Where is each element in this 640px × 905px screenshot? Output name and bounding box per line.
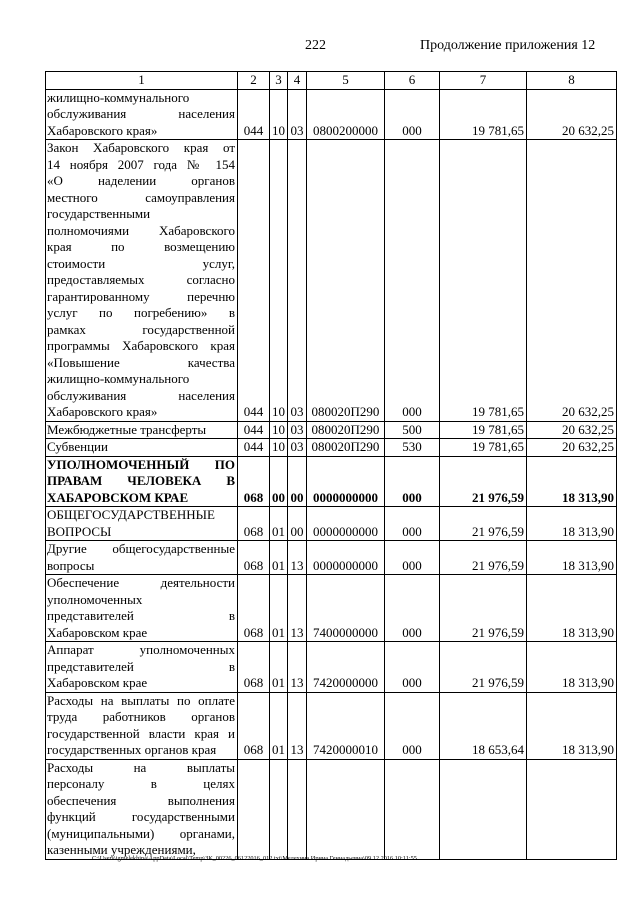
row-name-line: государственными: [47, 206, 151, 221]
amount-cell: 18 313,90: [527, 507, 617, 541]
expense-type-cell: 000: [385, 89, 440, 140]
amount-cell: [527, 759, 617, 859]
amount-cell: 19 781,65: [440, 89, 527, 140]
row-name-line: Хабаровского края»: [47, 404, 158, 419]
row-name-line: государственных органов края: [47, 742, 217, 757]
row-name-line: Хабаровского края»: [47, 122, 158, 138]
file-path-footer: C:\Users\igmelekhina\AppData\Local\Temp\ЗК_00226_06122016_012.txt\Мелехина Ирина Геннадьевна\09.12.2016 10:11:55: [92, 855, 417, 862]
code-cell: 068: [238, 642, 270, 693]
amount-cell: 18 653,64: [440, 692, 527, 759]
row-name-line: представителей в: [47, 608, 235, 623]
row-name-cell: [46, 89, 238, 140]
subsection-cell: 13: [288, 642, 307, 693]
row-name-cell: [46, 456, 238, 507]
row-name-line: Межбюджетные трансферты: [47, 421, 207, 437]
row-name-line: услуг по погребению» в: [47, 305, 235, 320]
target-article-cell: 080020П290: [307, 140, 385, 422]
section-cell: 01: [270, 575, 288, 642]
table-row: [46, 575, 617, 642]
section-cell: [270, 759, 288, 859]
subsection-cell: 03: [288, 89, 307, 140]
expense-type-cell: 000: [385, 575, 440, 642]
section-cell: 10: [270, 439, 288, 457]
row-name-cell: [46, 642, 238, 693]
header-cell: 3: [270, 72, 288, 90]
header-cell: 4: [288, 72, 307, 90]
section-cell: 10: [270, 89, 288, 140]
amount-cell: 18 313,90: [527, 692, 617, 759]
row-name-line: персоналу в целях: [47, 776, 235, 791]
section-cell: 01: [270, 642, 288, 693]
expense-type-cell: 000: [385, 507, 440, 541]
code-cell: 044: [238, 140, 270, 422]
amount-cell: 19 781,65: [440, 140, 527, 422]
row-name-cell: [46, 140, 238, 422]
amount-cell: 18 313,90: [527, 541, 617, 575]
amount-cell: 21 976,59: [440, 642, 527, 693]
row-name-line: края по возмещению: [47, 239, 235, 254]
code-cell: 044: [238, 439, 270, 457]
target-article-cell: 080020П290: [307, 421, 385, 439]
header-cell: 2: [238, 72, 270, 90]
header-row: [46, 72, 617, 90]
budget-table: [45, 71, 617, 860]
amount-cell: 20 632,25: [527, 140, 617, 422]
target-article-cell: 080020П290: [307, 439, 385, 457]
row-name-line: рамках государственной: [47, 321, 235, 337]
section-cell: 00: [270, 456, 288, 507]
row-name-line: (муниципальными) органами,: [47, 825, 235, 841]
row-name-cell: [46, 439, 238, 457]
row-name-line: ВОПРОСЫ: [47, 523, 112, 539]
header-cell: 6: [385, 72, 440, 90]
amount-cell: 18 313,90: [527, 642, 617, 693]
amount-cell: 20 632,25: [527, 421, 617, 439]
row-name-line: Хабаровском крае: [47, 675, 148, 690]
row-name-line: ОБЩЕГОСУДАРСТВЕННЫЕ: [47, 507, 215, 522]
row-name-line: жилищно-коммунального: [47, 89, 190, 105]
table-row: [46, 421, 617, 439]
subsection-cell: 13: [288, 692, 307, 759]
row-name-line: программы Хабаровского края: [47, 338, 235, 353]
row-name-line: обслуживания населения: [47, 106, 235, 121]
target-article-cell: 0800200000: [307, 89, 385, 140]
row-name-line: труда работников органов: [47, 709, 235, 724]
row-name-line: Другие общегосударственные: [47, 541, 235, 556]
row-name-cell: [46, 541, 238, 575]
table-row: [46, 89, 617, 140]
row-name-line: УПОЛНОМОЧЕННЫЙ ПО: [47, 456, 235, 472]
target-article-cell: 0000000000: [307, 456, 385, 507]
row-name-line: предоставляемых согласно: [47, 272, 235, 287]
table-row: [46, 692, 617, 759]
expense-type-cell: 000: [385, 642, 440, 693]
row-name-line: Расходы на выплаты по оплате: [47, 692, 235, 708]
row-name-line: Обеспечение деятельности: [47, 575, 235, 590]
table-row: [46, 541, 617, 575]
table-row: [46, 439, 617, 457]
code-cell: 044: [238, 89, 270, 140]
continuation-label: Продолжение приложения 12: [420, 38, 596, 53]
row-name-line: функций государственными: [47, 809, 235, 824]
target-article-cell: 7420000010: [307, 692, 385, 759]
code-cell: 068: [238, 575, 270, 642]
subsection-cell: 03: [288, 421, 307, 439]
code-cell: 068: [238, 541, 270, 575]
amount-cell: 21 976,59: [440, 456, 527, 507]
subsection-cell: 03: [288, 439, 307, 457]
section-cell: 01: [270, 692, 288, 759]
code-cell: 068: [238, 692, 270, 759]
row-name-line: вопросы: [47, 557, 95, 573]
amount-cell: 21 976,59: [440, 575, 527, 642]
row-name-line: государственной власти края и: [47, 725, 235, 741]
row-name-line: Аппарат уполномоченных: [47, 642, 235, 657]
code-cell: [238, 759, 270, 859]
target-article-cell: 0000000000: [307, 541, 385, 575]
subsection-cell: 00: [288, 507, 307, 541]
target-article-cell: [307, 759, 385, 859]
row-name-line: гарантированному перечню: [47, 288, 235, 304]
section-cell: 01: [270, 507, 288, 541]
subsection-cell: 00: [288, 456, 307, 507]
amount-cell: 18 313,90: [527, 575, 617, 642]
row-name-line: «О наделении органов: [47, 173, 235, 188]
table-row: [46, 759, 617, 859]
row-name-cell: [46, 507, 238, 541]
row-name-line: ХАБАРОВСКОМ КРАЕ: [47, 489, 189, 505]
subsection-cell: 13: [288, 575, 307, 642]
row-name-line: казенными учреждениями,: [47, 842, 196, 857]
row-name-line: Закон Хабаровского края от: [47, 140, 235, 155]
subsection-cell: [288, 759, 307, 859]
row-name-line: обеспечения выполнения: [47, 792, 235, 808]
section-cell: 10: [270, 140, 288, 422]
expense-type-cell: 000: [385, 140, 440, 422]
header-cell: 1: [46, 72, 238, 90]
row-name-line: представителей в: [47, 658, 235, 674]
row-name-line: Субвенции: [47, 439, 108, 454]
target-article-cell: 7400000000: [307, 575, 385, 642]
row-name-line: обслуживания населения: [47, 387, 235, 403]
section-cell: 10: [270, 421, 288, 439]
code-cell: 044: [238, 421, 270, 439]
amount-cell: 19 781,65: [440, 439, 527, 457]
row-name-line: Хабаровском крае: [47, 624, 148, 640]
code-cell: 068: [238, 456, 270, 507]
expense-type-cell: 500: [385, 421, 440, 439]
expense-type-cell: 000: [385, 541, 440, 575]
table-row: [46, 140, 617, 422]
subsection-cell: 13: [288, 541, 307, 575]
page-number: 222: [305, 38, 326, 53]
row-name-line: «Повышение качества: [47, 354, 235, 370]
subsection-cell: 03: [288, 140, 307, 422]
row-name-line: уполномоченных: [47, 591, 143, 607]
amount-cell: 21 976,59: [440, 541, 527, 575]
expense-type-cell: 000: [385, 456, 440, 507]
row-name-cell: [46, 421, 238, 439]
row-name-cell: [46, 692, 238, 759]
table-row: [46, 507, 617, 541]
target-article-cell: 0000000000: [307, 507, 385, 541]
table-row: [46, 642, 617, 693]
amount-cell: 20 632,25: [527, 89, 617, 140]
row-name-cell: [46, 575, 238, 642]
row-name-line: Расходы на выплаты: [47, 759, 235, 775]
row-name-line: 14 ноября 2007 года № 154: [47, 156, 235, 172]
expense-type-cell: 000: [385, 692, 440, 759]
amount-cell: 18 313,90: [527, 456, 617, 507]
amount-cell: 20 632,25: [527, 439, 617, 457]
row-name-cell: [46, 759, 238, 859]
header-cell: 5: [307, 72, 385, 90]
table-row: [46, 456, 617, 507]
target-article-cell: 7420000000: [307, 642, 385, 693]
expense-type-cell: 530: [385, 439, 440, 457]
row-name-line: ПРАВАМ ЧЕЛОВЕКА В: [47, 473, 235, 488]
header-cell: 7: [440, 72, 527, 90]
amount-cell: 19 781,65: [440, 421, 527, 439]
row-name-line: полномочиями Хабаровского: [47, 222, 235, 238]
code-cell: 068: [238, 507, 270, 541]
amount-cell: [440, 759, 527, 859]
row-name-line: стоимости услуг,: [47, 255, 235, 271]
section-cell: 01: [270, 541, 288, 575]
amount-cell: 21 976,59: [440, 507, 527, 541]
header-cell: 8: [527, 72, 617, 90]
expense-type-cell: [385, 759, 440, 859]
row-name-line: жилищно-коммунального: [47, 371, 190, 386]
row-name-line: местного самоуправления: [47, 189, 235, 205]
